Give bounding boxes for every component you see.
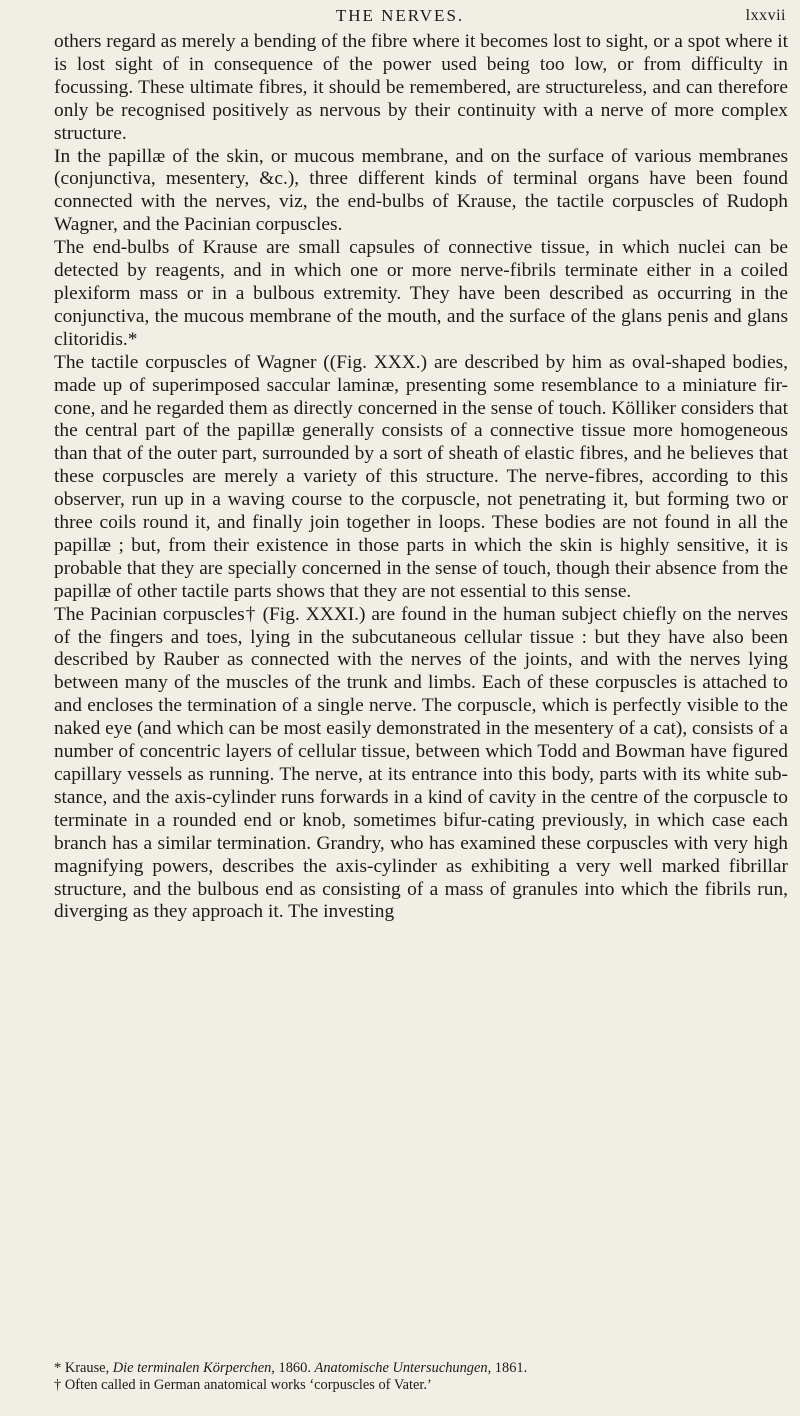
footnote-year-2: 1861.	[494, 1360, 528, 1376]
paragraph: In the papillæ of the skin, or mucous membrane, and on the surface of various membranes (conjunctiva, mesentery, &c.), three different kinds of terminal organs have been found connected with the nerves, viz, the end-bulbs of Krause, the tactile corpuscles of Rudoph Wagner, and the Pacinian corpuscles.	[54, 145, 788, 236]
footnote-mark: †	[54, 1377, 62, 1393]
footnote	[54, 1360, 788, 1377]
footnote	[54, 1377, 788, 1394]
footnote-mark: *	[54, 1360, 62, 1376]
footnotes	[54, 1360, 788, 1394]
paragraph: The tactile corpuscles of Wagner ((Fig. XXX.) are described by him as oval-shaped bodies, made up of superimposed saccular laminæ, presenting some resemblance to a miniature fir-cone, and he regarded them as directly concerned in the sense of touch. Kölliker considers that the central part of the papillæ generally consists of a connective tissue more homogeneous than that of the outer part, surrounded by a sort of sheath of elastic fibres, and he believes that these corpuscles are merely a variety of this structure. The nerve-fibres, according to this observer, run up in a waving course to the corpuscle, not penetrating it, but forming two or three coils round it, and finally join together in loops. These bodies are not found in all the papillæ ; but, from their existence in those parts in which the skin is highly sensitive, it is probable that they are specially concerned in the sense of touch, though their absence from the papillæ of other tactile parts shows that they are not essential to this sense.	[54, 351, 788, 602]
page-number: lxxvii	[745, 7, 786, 24]
footnote-title: Die terminalen Körperchen,	[112, 1360, 275, 1376]
footnote-text: Often called in German anatomical works ‘corpuscles of Vater.’	[64, 1377, 432, 1393]
main-text	[54, 31, 788, 924]
footnote-author: Krause,	[64, 1360, 110, 1376]
running-title: THE NERVES.	[335, 6, 465, 25]
paragraph: The end-bulbs of Krause are small capsules of connective tissue, in which nuclei can be detected by reagents, and in which one or more nerve-fibrils terminate either in a coiled plexiform mass or in a bulbous extremity. They have been described as occurring in the conjunctiva, the mucous membrane of the mouth, and the surface of the glans penis and glans clitoridis.*	[54, 237, 788, 350]
footnote-year: 1860.	[278, 1360, 311, 1376]
footnote-title-2: Anatomische Untersuchungen,	[314, 1360, 492, 1376]
paragraph: others regard as merely a bending of the fibre where it becomes lost to sight, or a spot where it is lost sight of in consequence of the power used being too low, or from difficulty in focussing. These ultimate fibres, it should be remembered, are structureless, and can therefore only be recognised positively as nervous by their continuity with a nerve of more complex structure.	[54, 31, 788, 144]
paragraph: The Pacinian corpuscles† (Fig. XXXI.) are found in the human subject chiefly on the nerves of the fingers and toes, lying in the subcutaneous cellular tissue : but they have also been described by Rauber as connected with the nerves of the joints, and with the nerves lying between many of the muscles of the trunk and limbs. Each of these corpuscles is attached to and encloses the termination of a single nerve. The corpuscle, which is perfectly visible to the naked eye (and which can be most easily demonstrated in the mesentery of a cat), consists of a number of concentric layers of cellular tissue, between which Todd and Bowman have figured capillary vessels as running. The nerve, at its entrance into this body, parts with its white sub-stance, and the axis-cylinder runs forwards in a kind of cavity in the centre of the corpuscle to terminate in a rounded end or knob, sometimes bifur-cating previously, in which case each branch has a similar termination. Grandry, who has examined these corpuscles with very high magnifying powers, describes the axis-cylinder as exhibiting a very well marked fibrillar structure, and the bulbous end as consisting of a mass of granules into which the fibrils run, diverging as they approach it. The investing	[54, 603, 788, 923]
